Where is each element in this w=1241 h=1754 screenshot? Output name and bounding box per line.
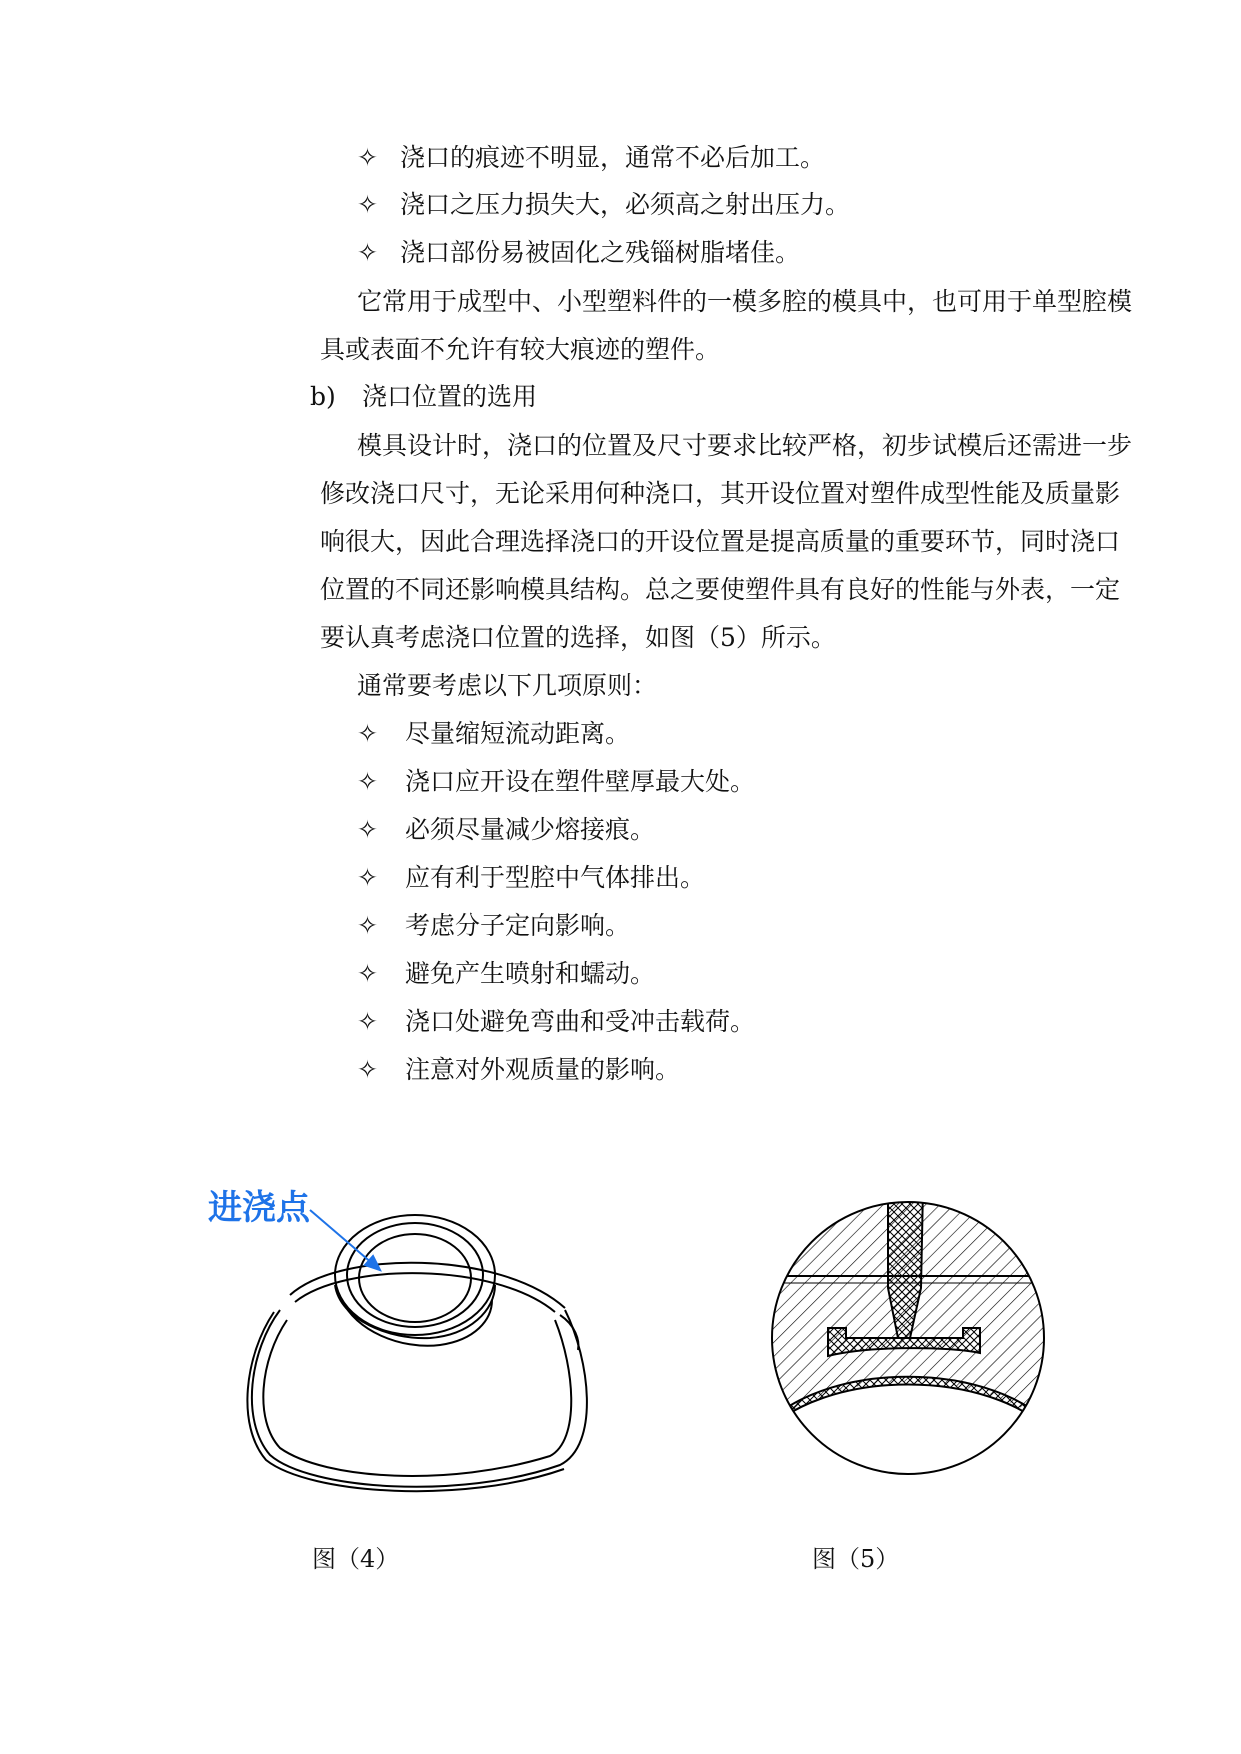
bullet-diamond-icon: ✧ (357, 190, 378, 219)
paragraph-line: 它常用于成型中、小型塑料件的一模多腔的模具中，也可用于单型腔模 (357, 287, 1133, 316)
paragraph-line: 位置的不同还影响模具结构。总之要使塑件具有良好的性能与外表，一定 (320, 575, 1121, 604)
bullet-diamond-icon: ✧ (357, 719, 378, 748)
figure-4-drawing (230, 1190, 630, 1520)
bullet-text: 浇口部份易被固化之残锱树脂堵佳。 (400, 238, 801, 267)
paragraph-line: 模具设计时，浇口的位置及尺寸要求比较严格，初步试模后还需进一步 (357, 431, 1133, 460)
bullet-text: 注意对外观质量的影响。 (405, 1055, 681, 1084)
bullet-diamond-icon: ✧ (357, 1055, 378, 1084)
section-label: b) (310, 382, 336, 411)
bullet-text: 浇口的痕迹不明显，通常不必后加工。 (400, 143, 826, 172)
figure-5-caption: 图（5） (812, 1545, 900, 1573)
paragraph-line: 具或表面不允许有较大痕迹的塑件。 (320, 335, 721, 364)
bullet-diamond-icon: ✧ (357, 767, 378, 796)
bullet-text: 浇口应开设在塑件壁厚最大处。 (405, 767, 756, 796)
bullet-diamond-icon: ✧ (357, 959, 378, 988)
figure-4-label: 进浇点 (208, 1188, 310, 1228)
paragraph-line: 通常要考虑以下几项原则： (357, 671, 658, 700)
paragraph-line: 修改浇口尺寸，无论采用何种浇口，其开设位置对塑件成型性能及质量影 (320, 479, 1121, 508)
bullet-diamond-icon: ✧ (357, 815, 378, 844)
bullet-diamond-icon: ✧ (357, 143, 378, 172)
bullet-text: 避免产生喷射和蠕动。 (405, 959, 656, 988)
bullet-diamond-icon: ✧ (357, 911, 378, 940)
bullet-text: 尽量缩短流动距离。 (405, 719, 631, 748)
bullet-diamond-icon: ✧ (357, 1007, 378, 1036)
bullet-text: 应有利于型腔中气体排出。 (405, 863, 706, 892)
figure-5-drawing (758, 1188, 1058, 1488)
bullet-text: 必须尽量减少熔接痕。 (405, 815, 656, 844)
bullet-text: 浇口处避免弯曲和受冲击载荷。 (405, 1007, 756, 1036)
paragraph-line: 要认真考虑浇口位置的选择，如图（5）所示。 (320, 623, 836, 652)
bullet-diamond-icon: ✧ (357, 863, 378, 892)
bullet-diamond-icon: ✧ (357, 238, 378, 267)
bullet-text: 浇口之压力损失大，必须高之射出压力。 (400, 190, 851, 219)
figure-4-caption: 图（4） (312, 1545, 400, 1573)
paragraph-line: 响很大，因此合理选择浇口的开设位置是提高质量的重要环节，同时浇口 (320, 527, 1121, 556)
section-title: 浇口位置的选用 (362, 382, 538, 411)
bullet-text: 考虑分子定向影响。 (405, 911, 631, 940)
